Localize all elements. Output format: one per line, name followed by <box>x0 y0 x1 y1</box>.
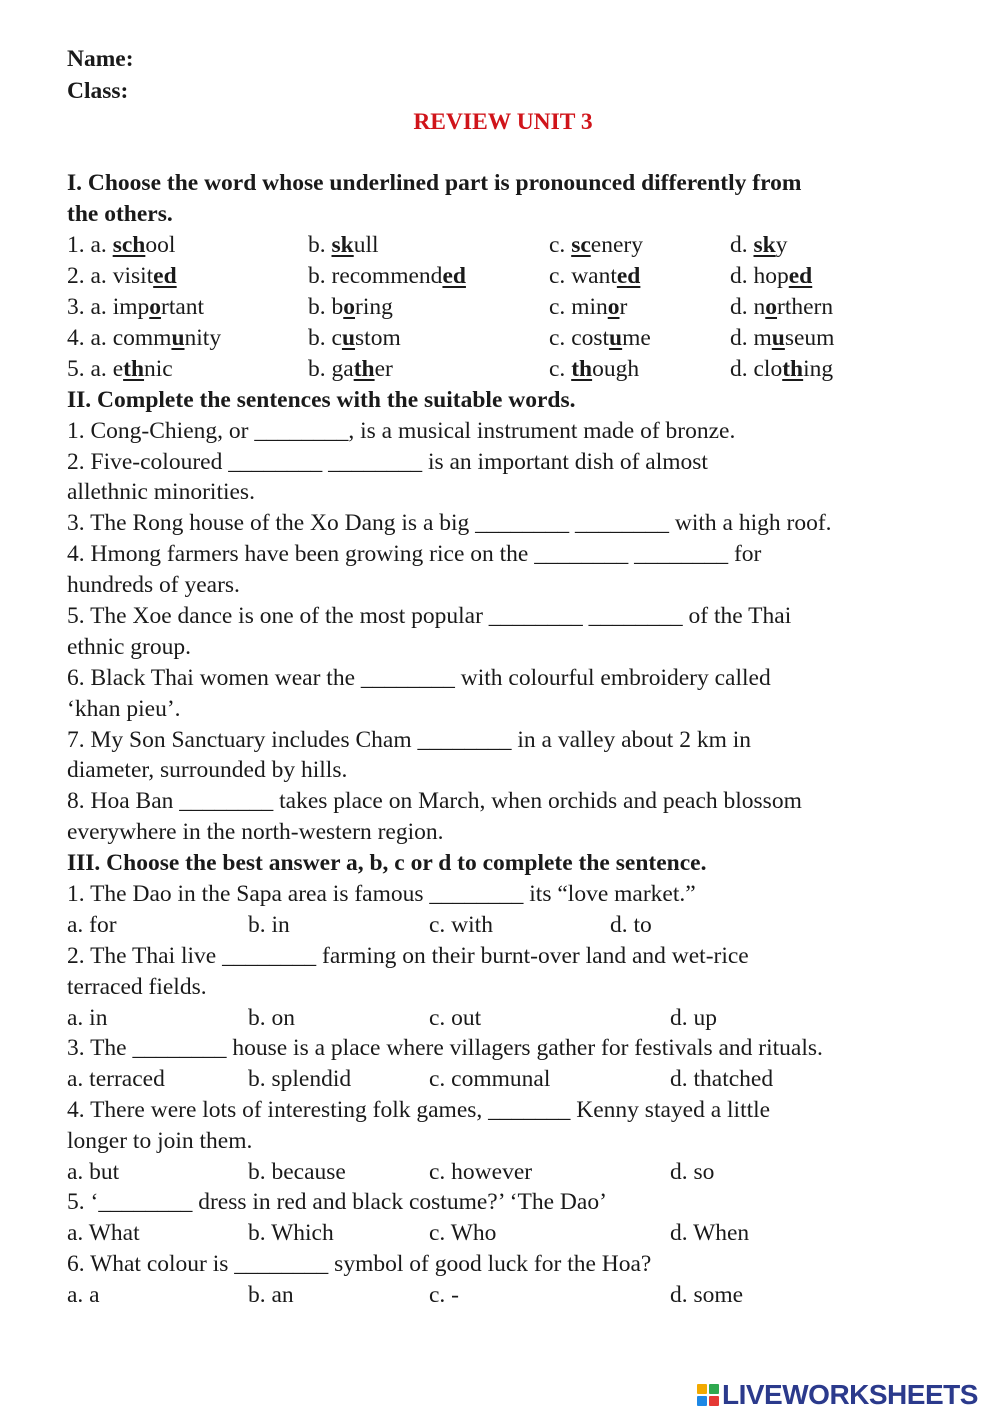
question-text: terraced fields. <box>67 974 207 1000</box>
word-post: er <box>374 356 393 382</box>
option-c <box>549 261 640 291</box>
option-b: b. because <box>248 1159 346 1185</box>
option-a <box>67 230 175 260</box>
underlined-part: ed <box>788 263 813 289</box>
option-d: d. some <box>670 1282 744 1308</box>
word-label: c. <box>549 263 572 289</box>
sentence-line: 2. Five-coloured ________ ________ is an important dish of almost <box>67 449 708 475</box>
word-pre: m <box>753 325 772 351</box>
underlined-part: th <box>353 356 375 382</box>
word-pre: want <box>571 263 617 289</box>
section-1-heading: I. Choose the word whose underlined part is pronounced differently from <box>67 170 802 196</box>
option-c: c. however <box>429 1159 533 1185</box>
word-label: b. <box>308 356 332 382</box>
question-text: 4. There were lots of interesting folk games, _______ Kenny stayed a little <box>67 1097 771 1123</box>
word-label: b. <box>308 263 332 289</box>
option-d <box>730 230 787 260</box>
option-a <box>67 323 221 353</box>
sentence-line: 5. The Xoe dance is one of the most popular ________ ________ of the Thai <box>67 603 792 629</box>
option-a: a. terraced <box>67 1066 165 1092</box>
underlined-part: o <box>607 294 620 320</box>
word-label: d. <box>730 325 754 351</box>
section-3-heading: III. Choose the best answer a, b, c or d to complete the sentence. <box>67 850 707 876</box>
option-d: d. so <box>670 1159 715 1185</box>
liveworksheets-logo <box>697 1378 978 1412</box>
logo-square <box>697 1396 707 1406</box>
underlined-part: sch <box>112 232 146 258</box>
option-d: d. up <box>670 1005 717 1031</box>
word-post: ough <box>592 356 640 382</box>
word-label: c. <box>549 356 572 382</box>
option-b <box>308 230 379 260</box>
option-a: a. for <box>67 912 117 938</box>
underlined-part: u <box>771 325 785 351</box>
sentence-line: allethnic minorities. <box>67 479 255 505</box>
word-label: c. <box>549 325 572 351</box>
word-post: rthern <box>777 294 834 320</box>
option-b <box>308 261 466 291</box>
word-label: 5. a. <box>67 356 113 382</box>
option-c: c. - <box>429 1282 460 1308</box>
word-pre: b <box>331 294 344 320</box>
word-label: c. <box>549 232 572 258</box>
question-text: 1. The Dao in the Sapa area is famous ________ its “love market.” <box>67 881 696 907</box>
underlined-part: ed <box>153 263 177 289</box>
option-d <box>730 292 833 322</box>
option-c: c. with <box>429 912 493 938</box>
word-label: 3. a. <box>67 294 113 320</box>
word-post: me <box>622 325 651 351</box>
word-pre: comm <box>112 325 172 351</box>
underlined-part: th <box>571 356 593 382</box>
word-post: ring <box>355 294 393 320</box>
option-b <box>308 323 401 353</box>
option-c <box>549 323 651 353</box>
word-pre: visit <box>112 263 154 289</box>
section-2-heading: II. Complete the sentences with the suitable words. <box>67 387 576 413</box>
sentence-line: ‘khan pieu’. <box>67 696 181 722</box>
sentence-line: ethnic group. <box>67 634 191 660</box>
logo-text: LIVEWORKSHEETS <box>722 1379 978 1410</box>
option-d: d. When <box>670 1220 750 1246</box>
underlined-part: u <box>171 325 185 351</box>
word-post: ull <box>353 232 379 258</box>
word-label: b. <box>308 294 332 320</box>
underlined-part: o <box>149 294 161 320</box>
word-pre: hop <box>753 263 789 289</box>
word-post: ool <box>145 232 176 258</box>
word-post: y <box>775 232 788 258</box>
word-post: rtant <box>161 294 205 320</box>
option-b: b. Which <box>248 1220 334 1246</box>
option-a <box>67 292 204 322</box>
sentence-line: 3. The Rong house of the Xo Dang is a big ________ ________ with a high roof. <box>67 510 832 536</box>
sentence-line: 4. Hmong farmers have been growing rice on the ________ ________ for <box>67 541 762 567</box>
option-a <box>67 354 173 384</box>
sentence-line: 6. Black Thai women wear the ________ with colourful embroidery called <box>67 665 771 691</box>
word-post: r <box>619 294 628 320</box>
underlined-part: ed <box>442 263 466 289</box>
underlined-part: sk <box>331 232 354 258</box>
logo-squares-icon <box>697 1384 719 1406</box>
page-title: REVIEW UNIT 3 <box>413 109 593 135</box>
underlined-part: o <box>343 294 355 320</box>
option-d <box>730 354 833 384</box>
option-b <box>308 354 393 384</box>
word-label: 2. a. <box>67 263 113 289</box>
underlined-part: th <box>782 356 804 382</box>
word-label: d. <box>730 263 754 289</box>
word-label: 1. a. <box>67 232 113 258</box>
logo-square <box>709 1396 719 1406</box>
option-b: b. splendid <box>248 1066 352 1092</box>
underlined-part: u <box>609 325 623 351</box>
word-label: d. <box>730 294 754 320</box>
question-text: 5. ‘________ dress in red and black costume?’ ‘The Dao’ <box>67 1189 607 1215</box>
option-c <box>549 292 627 322</box>
word-label: b. <box>308 325 332 351</box>
word-pre: clo <box>753 356 783 382</box>
word-pre: e <box>112 356 124 382</box>
word-pre: cost <box>571 325 610 351</box>
sentence-line: diameter, surrounded by hills. <box>67 757 348 783</box>
option-b <box>308 292 393 322</box>
option-a: a. What <box>67 1220 140 1246</box>
word-post: stom <box>355 325 401 351</box>
option-c: c. communal <box>429 1066 551 1092</box>
logo-square <box>697 1384 707 1394</box>
underlined-part: u <box>341 325 356 351</box>
underlined-part: sk <box>753 232 776 258</box>
class-label: Class: <box>67 78 129 104</box>
option-b: b. an <box>248 1282 294 1308</box>
sentence-line: hundreds of years. <box>67 572 240 598</box>
word-post: enery <box>590 232 643 258</box>
sentence-line: 1. Cong-Chieng, or ________, is a musical instrument made of bronze. <box>67 418 736 444</box>
word-post: nity <box>184 325 222 351</box>
option-c <box>549 230 643 260</box>
option-d: d. to <box>610 912 652 938</box>
word-pre: ga <box>331 356 354 382</box>
word-label: d. <box>730 232 754 258</box>
option-c <box>549 354 639 384</box>
name-label: Name: <box>67 46 134 72</box>
question-text: longer to join them. <box>67 1128 253 1154</box>
sentence-line: everywhere in the north-western region. <box>67 819 444 845</box>
word-pre: imp <box>112 294 150 320</box>
word-label: b. <box>308 232 332 258</box>
option-a: a. but <box>67 1159 120 1185</box>
word-pre: n <box>753 294 766 320</box>
option-b: b. on <box>248 1005 295 1031</box>
logo-square <box>709 1384 719 1394</box>
word-pre: c <box>331 325 342 351</box>
word-post: seum <box>784 325 835 351</box>
question-text: 2. The Thai live ________ farming on their burnt-over land and wet-rice <box>67 943 749 969</box>
word-post: ing <box>803 356 834 382</box>
word-label: c. <box>549 294 572 320</box>
underlined-part: o <box>765 294 777 320</box>
question-text: 3. The ________ house is a place where villagers gather for festivals and rituals. <box>67 1035 823 1061</box>
option-a: a. a <box>67 1282 100 1308</box>
sentence-line: 7. My Son Sanctuary includes Cham ________ in a valley about 2 km in <box>67 727 752 753</box>
word-pre: recommend <box>331 263 443 289</box>
word-label: 4. a. <box>67 325 113 351</box>
option-d <box>730 323 834 353</box>
option-a <box>67 261 177 291</box>
underlined-part: th <box>123 356 145 382</box>
underlined-part: sc <box>571 232 591 258</box>
word-post: nic <box>144 356 173 382</box>
option-d <box>730 261 812 291</box>
word-pre: min <box>571 294 608 320</box>
sentence-line: 8. Hoa Ban ________ takes place on March, when orchids and peach blossom <box>67 788 802 814</box>
option-c: c. Who <box>429 1220 497 1246</box>
option-a: a. in <box>67 1005 108 1031</box>
option-b: b. in <box>248 912 290 938</box>
section-1-heading-cont: the others. <box>67 201 173 227</box>
option-c: c. out <box>429 1005 482 1031</box>
question-text: 6. What colour is ________ symbol of good luck for the Hoa? <box>67 1251 652 1277</box>
word-label: d. <box>730 356 754 382</box>
option-d: d. thatched <box>670 1066 774 1092</box>
underlined-part: ed <box>616 263 641 289</box>
